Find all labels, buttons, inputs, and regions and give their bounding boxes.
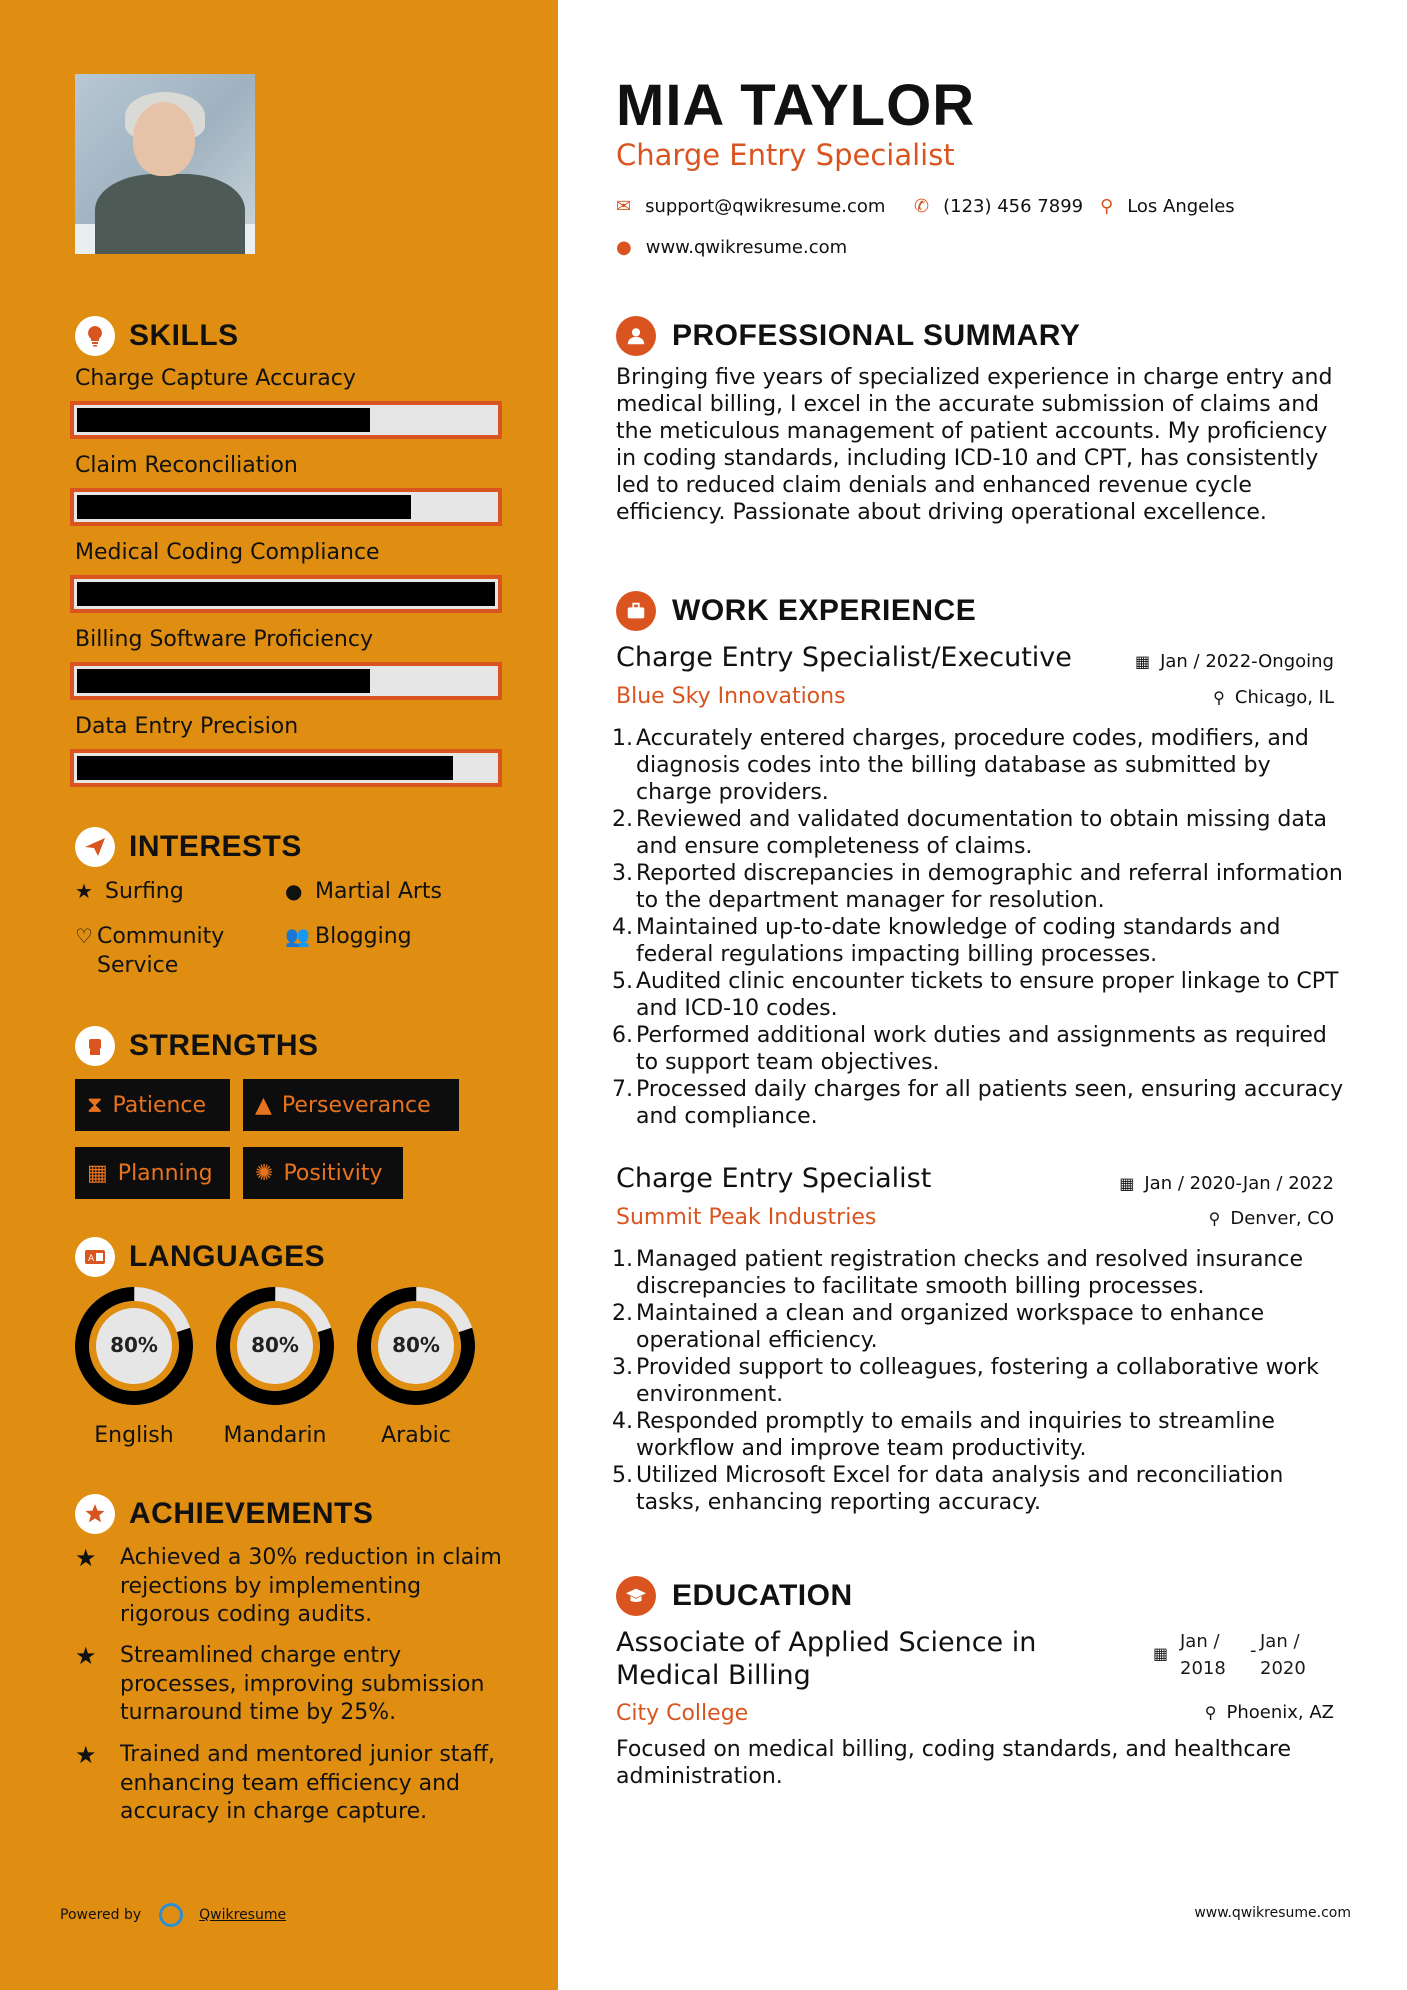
skill-bar bbox=[70, 488, 502, 526]
interest-label: Martial Arts bbox=[315, 879, 443, 904]
job-duties-list bbox=[612, 1246, 1352, 1516]
email-text: support@qwikresume.com bbox=[645, 196, 886, 217]
achievement-item bbox=[75, 1741, 505, 1827]
interest-label: Surfing bbox=[105, 879, 184, 904]
sun-icon: ✺ bbox=[255, 1160, 274, 1186]
duty-number: 1. bbox=[612, 1247, 633, 1272]
skill-label: Claim Reconciliation bbox=[75, 453, 298, 478]
fist-icon bbox=[75, 1026, 115, 1066]
contact-website[interactable] bbox=[616, 237, 847, 258]
duty-text: Provided support to colleagues, fostering a collaborative work environment. bbox=[636, 1355, 1319, 1407]
calendar-icon: ▦ bbox=[87, 1160, 108, 1186]
globe-icon: ● bbox=[285, 879, 303, 903]
duty-item bbox=[612, 1408, 1352, 1462]
job-company: Summit Peak Industries bbox=[616, 1205, 877, 1230]
duty-item bbox=[612, 1022, 1352, 1076]
strengths-title: STRENGTHS bbox=[129, 1029, 319, 1062]
duty-item bbox=[612, 1354, 1352, 1408]
contact-email[interactable] bbox=[616, 196, 885, 217]
skill-label: Medical Coding Compliance bbox=[75, 540, 380, 565]
powered-by-label: Powered by bbox=[60, 1907, 142, 1923]
degree-line-1: Associate of Applied Science in bbox=[616, 1627, 1037, 1658]
duty-number: 5. bbox=[612, 969, 633, 994]
duty-number: 5. bbox=[612, 1463, 633, 1488]
skill-label: Billing Software Proficiency bbox=[75, 627, 373, 652]
summary-title: PROFESSIONAL SUMMARY bbox=[672, 319, 1081, 352]
edu-start-year: 2018 bbox=[1180, 1658, 1226, 1679]
interest-label: Community Service bbox=[96, 924, 225, 978]
language-icon bbox=[75, 1237, 115, 1277]
phone-icon: ✆ bbox=[914, 196, 930, 217]
duty-text: Audited clinic encounter tickets to ensure proper linkage to CPT and ICD-10 codes. bbox=[636, 969, 1339, 1021]
achievements-title: ACHIEVEMENTS bbox=[129, 1497, 374, 1530]
job-location-text: Denver, CO bbox=[1230, 1208, 1334, 1229]
job-dates bbox=[1135, 651, 1334, 672]
job-dates-text: Jan / 2020-Jan / 2022 bbox=[1144, 1173, 1334, 1194]
pin-icon: ⚲ bbox=[1204, 1703, 1217, 1722]
duty-number: 7. bbox=[612, 1077, 633, 1102]
job-location-text: Chicago, IL bbox=[1234, 687, 1334, 708]
interests-header bbox=[75, 827, 302, 867]
star-burst-icon: ★ bbox=[75, 1544, 97, 1572]
footer-website[interactable]: www.qwikresume.com bbox=[1194, 1905, 1351, 1921]
sidebar bbox=[0, 0, 558, 1990]
road-icon: ▲ bbox=[255, 1092, 272, 1118]
duty-text: Responded promptly to emails and inquiries to streamline workflow and improve team productivity. bbox=[636, 1409, 1275, 1461]
strength-badge bbox=[75, 1147, 230, 1199]
interests-title: INTERESTS bbox=[129, 830, 302, 863]
duty-number: 6. bbox=[612, 1023, 633, 1048]
skills-header bbox=[75, 316, 239, 356]
user-icon bbox=[616, 316, 656, 356]
job-location bbox=[1209, 1208, 1334, 1229]
education-title: EDUCATION bbox=[672, 1579, 853, 1612]
degree-line-2: Medical Billing bbox=[616, 1660, 811, 1691]
language-percent: 80% bbox=[110, 1333, 158, 1357]
languages-title: LANGUAGES bbox=[129, 1240, 326, 1273]
profile-photo bbox=[75, 74, 255, 254]
star-burst-icon: ★ bbox=[75, 1741, 97, 1769]
language-name: Arabic bbox=[381, 1423, 451, 1448]
skill-label: Charge Capture Accuracy bbox=[75, 366, 356, 391]
duty-number: 4. bbox=[612, 1409, 633, 1434]
job-role: Charge Entry Specialist/Executive bbox=[616, 642, 1072, 673]
strength-badge bbox=[75, 1079, 230, 1131]
language-percent: 80% bbox=[251, 1333, 299, 1357]
duty-text: Maintained a clean and organized workspace to enhance operational efficiency. bbox=[636, 1301, 1265, 1353]
job-dates bbox=[1119, 1173, 1334, 1194]
experience-header bbox=[616, 591, 976, 631]
duty-item bbox=[612, 1462, 1352, 1516]
duty-item bbox=[612, 914, 1352, 968]
pin-icon: ⚲ bbox=[1208, 1209, 1221, 1228]
education-description: Focused on medical billing, coding standards, and healthcare administration. bbox=[616, 1737, 1292, 1789]
education-header bbox=[616, 1576, 853, 1616]
edu-location bbox=[1205, 1702, 1334, 1723]
edu-end-date bbox=[1260, 1628, 1306, 1682]
calendar-icon: ▦ bbox=[1134, 652, 1151, 671]
achievement-text: Achieved a 30% reduction in claim rejections by implementing rigorous coding audits. bbox=[120, 1545, 502, 1627]
interest-label: Blogging bbox=[315, 924, 412, 949]
svg-text:A: A bbox=[88, 1254, 95, 1264]
skill-bar bbox=[70, 662, 502, 700]
skill-bar-fill bbox=[77, 669, 370, 693]
duty-item bbox=[612, 806, 1352, 860]
pin-icon: ⚲ bbox=[1213, 688, 1225, 707]
graduation-cap-icon bbox=[616, 1576, 656, 1616]
summary-header bbox=[616, 316, 1080, 356]
experience-title: WORK EXPERIENCE bbox=[672, 594, 977, 627]
duty-number: 4. bbox=[612, 915, 633, 940]
strength-label: Positivity bbox=[283, 1160, 383, 1186]
interest-item bbox=[285, 877, 442, 906]
strength-label: Patience bbox=[112, 1092, 207, 1118]
language-percent: 80% bbox=[392, 1333, 440, 1357]
duty-text: Accurately entered charges, procedure codes, modifiers, and diagnosis codes into the billing database as submitted by charge providers. bbox=[636, 726, 1309, 805]
duty-item bbox=[612, 1246, 1352, 1300]
duty-text: Processed daily charges for all patients seen, ensuring accuracy and compliance. bbox=[636, 1077, 1344, 1129]
edu-date-separator: - bbox=[1250, 1640, 1257, 1661]
edu-start-month: Jan / bbox=[1180, 1631, 1220, 1652]
candidate-title: Charge Entry Specialist bbox=[616, 138, 955, 172]
duty-text: Maintained up-to-date knowledge of coding standards and federal regulations impacting billing processes. bbox=[636, 915, 1281, 967]
skill-bar-fill bbox=[77, 582, 495, 606]
duty-text: Reviewed and validated documentation to obtain missing data and ensure completeness of claims. bbox=[636, 807, 1327, 859]
star-icon: ★ bbox=[75, 879, 93, 903]
skill-bar-fill bbox=[77, 756, 453, 780]
duty-text: Managed patient registration checks and resolved insurance discrepancies to facilitate smooth billing processes. bbox=[636, 1247, 1304, 1299]
strengths-header bbox=[75, 1026, 319, 1066]
phone-text: (123) 456 7899 bbox=[943, 196, 1084, 217]
achievement-text: Streamlined charge entry processes, improving submission turnaround time by 25%. bbox=[120, 1643, 485, 1725]
job-company: Blue Sky Innovations bbox=[616, 684, 846, 709]
website-text: www.qwikresume.com bbox=[645, 237, 848, 258]
school-name: City College bbox=[616, 1701, 749, 1726]
trophy-star-icon bbox=[75, 1494, 115, 1534]
edu-end-year: 2020 bbox=[1260, 1658, 1306, 1679]
skill-bar bbox=[70, 575, 502, 613]
location-text: Los Angeles bbox=[1127, 196, 1235, 217]
strength-label: Planning bbox=[117, 1160, 213, 1186]
strength-label: Perseverance bbox=[281, 1092, 431, 1118]
heart-icon: ♡ bbox=[75, 924, 93, 948]
duty-text: Reported discrepancies in demographic and referral information to the department manager for resolution. bbox=[636, 861, 1343, 913]
users-icon: 👥 bbox=[285, 924, 310, 948]
briefcase-icon bbox=[616, 591, 656, 631]
job-duties-list bbox=[612, 725, 1352, 1130]
language-name: English bbox=[94, 1423, 174, 1448]
duty-text: Utilized Microsoft Excel for data analysis and reconciliation tasks, enhancing reporting accuracy. bbox=[636, 1463, 1284, 1515]
qwikresume-logo-icon bbox=[159, 1903, 183, 1927]
duty-item bbox=[612, 968, 1352, 1022]
strength-badge bbox=[243, 1147, 403, 1199]
star-burst-icon: ★ bbox=[75, 1642, 97, 1670]
contact-location bbox=[1100, 196, 1235, 217]
skill-bar bbox=[70, 749, 502, 787]
powered-by bbox=[60, 1903, 286, 1927]
hourglass-icon: ⧗ bbox=[87, 1092, 103, 1118]
skills-title: SKILLS bbox=[129, 319, 239, 352]
summary-text: Bringing five years of specialized experience in charge entry and medical billing, I excel in the accurate submission of claims and the meticulous management of patient accounts. My proficiency in coding standards, including ICD-10 and CPT, has consistently led to reduced claim denials and enhanced revenue cycle efficiency. Passionate about driving operational excellence. bbox=[616, 365, 1333, 525]
job-dates-text: Jan / 2022-Ongoing bbox=[1160, 651, 1334, 672]
languages-header bbox=[75, 1237, 325, 1277]
contact-phone[interactable] bbox=[914, 196, 1083, 217]
duty-number: 3. bbox=[612, 861, 633, 886]
job-location bbox=[1213, 687, 1334, 708]
interest-item bbox=[75, 922, 255, 980]
strength-badge bbox=[243, 1079, 459, 1131]
duty-number: 2. bbox=[612, 807, 633, 832]
achievement-item bbox=[75, 1642, 505, 1728]
envelope-icon: ✉ bbox=[616, 196, 632, 217]
skill-bar-fill bbox=[77, 495, 411, 519]
duty-item bbox=[612, 1076, 1352, 1130]
skill-bar-fill bbox=[77, 408, 370, 432]
map-pin-icon: ⚲ bbox=[1100, 196, 1114, 217]
duty-number: 1. bbox=[612, 726, 633, 751]
calendar-icon: ▦ bbox=[1119, 1174, 1135, 1193]
skill-label: Data Entry Precision bbox=[75, 714, 299, 739]
interest-item bbox=[75, 877, 184, 906]
duty-item bbox=[612, 725, 1352, 806]
duty-item bbox=[612, 1300, 1352, 1354]
achievement-item bbox=[75, 1544, 505, 1630]
achievement-text: Trained and mentored junior staff, enhancing team efficiency and accuracy in charge capture. bbox=[120, 1742, 496, 1824]
lightbulb-icon bbox=[75, 316, 115, 356]
duty-number: 2. bbox=[612, 1301, 633, 1326]
duty-item bbox=[612, 860, 1352, 914]
paper-plane-icon bbox=[75, 827, 115, 867]
edu-start-date bbox=[1180, 1628, 1226, 1682]
brand-link[interactable]: Qwikresume bbox=[199, 1907, 287, 1923]
candidate-name: MIA TAYLOR bbox=[616, 73, 976, 138]
achievements-header bbox=[75, 1494, 373, 1534]
edu-location-text: Phoenix, AZ bbox=[1226, 1702, 1334, 1723]
interest-item bbox=[285, 922, 412, 951]
globe-icon: ● bbox=[616, 237, 632, 258]
calendar-icon: ▦ bbox=[1153, 1644, 1169, 1663]
skill-bar bbox=[70, 401, 502, 439]
language-name: Mandarin bbox=[223, 1423, 327, 1448]
edu-end-month: Jan / bbox=[1260, 1631, 1300, 1652]
duty-text: Performed additional work duties and assignments as required to support team objectives. bbox=[636, 1023, 1327, 1075]
duty-number: 3. bbox=[612, 1355, 633, 1380]
job-role: Charge Entry Specialist bbox=[616, 1163, 932, 1194]
